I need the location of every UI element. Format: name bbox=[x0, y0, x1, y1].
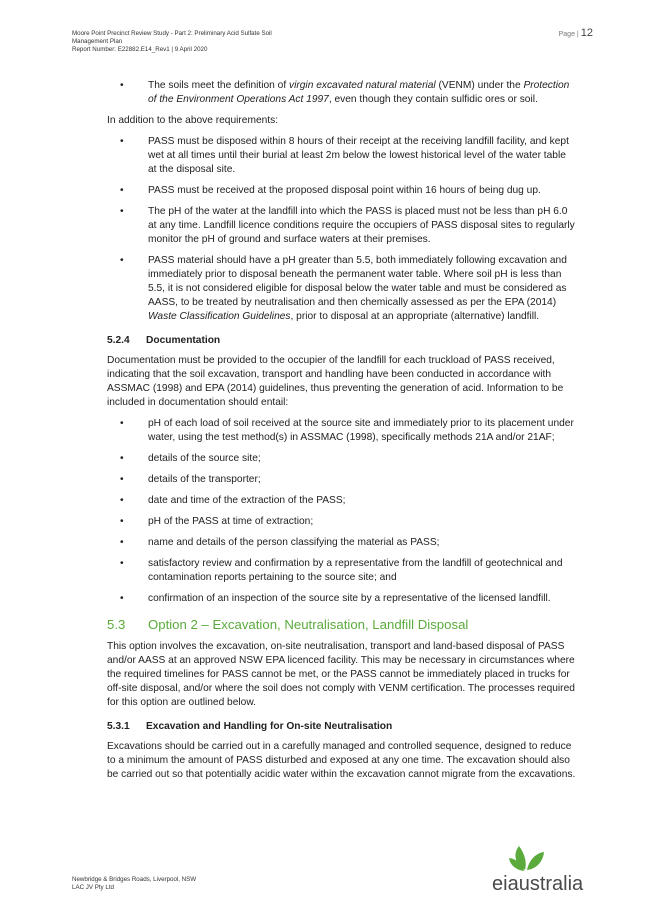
italic-term: Protection of the Environment Operations Act 1997 bbox=[148, 80, 570, 105]
list-item: • name and details of the person classifying the material as PASS; bbox=[107, 536, 577, 550]
list-item: • satisfactory review and confirmation by a representative from the landfill of geotechnical and contamination reports pertaining to the source site; and bbox=[107, 557, 577, 585]
text: , even though they contain sulfidic ores or soil. bbox=[328, 94, 538, 105]
list-item: • PASS must be disposed within 8 hours of their receipt at the receiving landfill facility, and kept wet at all times until their burial at least 2m below the lowest historical level of the water table at the disposal site. bbox=[107, 135, 577, 177]
italic-term: Waste Classification Guidelines bbox=[148, 311, 291, 322]
paragraph: Documentation must be provided to the occupier of the landfill for each truckload of PASS received, indicating that the soil excavation, transport and handling have been conducted in accordance with ASSMAC (1998) and EPA (2014) guidelines, thus preventing the generation of acid. Information to be included in documentation should entail: bbox=[107, 355, 564, 408]
section-heading-5-3 bbox=[107, 617, 577, 633]
footer-company: LAC JV Pty Ltd bbox=[72, 884, 114, 891]
section-title: Option 2 – Excavation, Neutralisation, Landfill Disposal bbox=[148, 617, 469, 632]
paragraph: In addition to the above requirements: bbox=[107, 115, 279, 126]
header-report-number: Report Number: E22882.E14_Rev1 | 9 April 2020 bbox=[72, 46, 208, 53]
text: , prior to disposal at an appropriate (alternative) landfill. bbox=[290, 311, 540, 322]
list-item: • pH of each load of soil received at the source site and immediately prior to its placement under water, using the test method(s) in ASSMAC (1998), specifically methods 21A and/or 21AF; bbox=[107, 417, 577, 445]
list-item: • date and time of the extraction of the PASS; bbox=[107, 494, 577, 508]
section-number: 5.3 bbox=[107, 617, 126, 632]
page-number bbox=[559, 27, 593, 39]
logo-wordmark: eiaustralia bbox=[492, 873, 584, 895]
eiaustralia-logo bbox=[492, 843, 596, 895]
page-body bbox=[107, 79, 577, 789]
list-item: • pH of the PASS at time of extraction; bbox=[107, 515, 577, 529]
text: (VENM) under the bbox=[435, 80, 524, 91]
list-item: • confirmation of an inspection of the source site by a representative of the licensed landfill. bbox=[107, 592, 577, 606]
header-title-line1: Moore Point Precinct Review Study - Part 2: Preliminary Acid Sulfate Soil bbox=[72, 30, 272, 37]
section-number: 5.3.1 bbox=[107, 721, 130, 732]
page-header bbox=[72, 30, 332, 54]
section-heading-5-2-4 bbox=[107, 334, 577, 348]
page-label: Page | bbox=[558, 31, 579, 38]
paragraph: Excavations should be carried out in a carefully managed and controlled sequence, designed to reduce to a minimum the amount of PASS disturbed and exposed at any one time. The excavation should also be carried out so that potentially acidic water within the excavation cannot migrate from the excavations. bbox=[107, 741, 576, 780]
list-item bbox=[107, 79, 577, 107]
text: PASS material should have a pH greater than 5.5, both immediately following excavation and immediately prior to disposal beneath the permanent water table. Where soil pH is less than 5.5, it is not considered eligible for disposal below the water table and must be considered as AASS, to be treated by neutralisation and then chemically assessed as per the EPA (2014) bbox=[148, 255, 567, 308]
list-item: • details of the source site; bbox=[107, 452, 577, 466]
header-title-line2: Management Plan bbox=[72, 38, 123, 45]
list-item bbox=[107, 254, 577, 324]
section-title: Excavation and Handling for On-site Neutralisation bbox=[146, 721, 393, 732]
leaf-icon bbox=[509, 846, 544, 871]
italic-term: virgin excavated natural material bbox=[289, 80, 436, 91]
section-number: 5.2.4 bbox=[107, 335, 130, 346]
section-title: Documentation bbox=[146, 335, 221, 346]
page-number-value: 12 bbox=[580, 27, 593, 39]
paragraph: This option involves the excavation, on-site neutralisation, transport and land-based disposal of PASS and/or AASS at an approved NSW EPA licenced facility. This may be necessary in circumstances where the required timelines for PASS cannot be met, or the PASS cannot be immediately placed in trucks for off-site disposal, and/or where the soil does not comply with VENM certification. The processes required for this option are outlined below. bbox=[107, 641, 575, 708]
list-item: • details of the transporter; bbox=[107, 473, 577, 487]
section-heading-5-3-1 bbox=[107, 720, 577, 734]
footer-address: Newbridge & Bridges Roads, Liverpool, NSW bbox=[72, 876, 197, 883]
page-footer bbox=[72, 876, 196, 892]
list-item: • PASS must be received at the proposed disposal point within 16 hours of being dug up. bbox=[107, 184, 577, 198]
text: The soils meet the definition of bbox=[148, 80, 290, 91]
list-item: • The pH of the water at the landfill into which the PASS is placed must not be less than pH 6.0 at any time. Landfill licence conditions require the occupiers of PASS disposal sites to regularly monitor the pH of ground and surface waters at their premises. bbox=[107, 205, 577, 247]
